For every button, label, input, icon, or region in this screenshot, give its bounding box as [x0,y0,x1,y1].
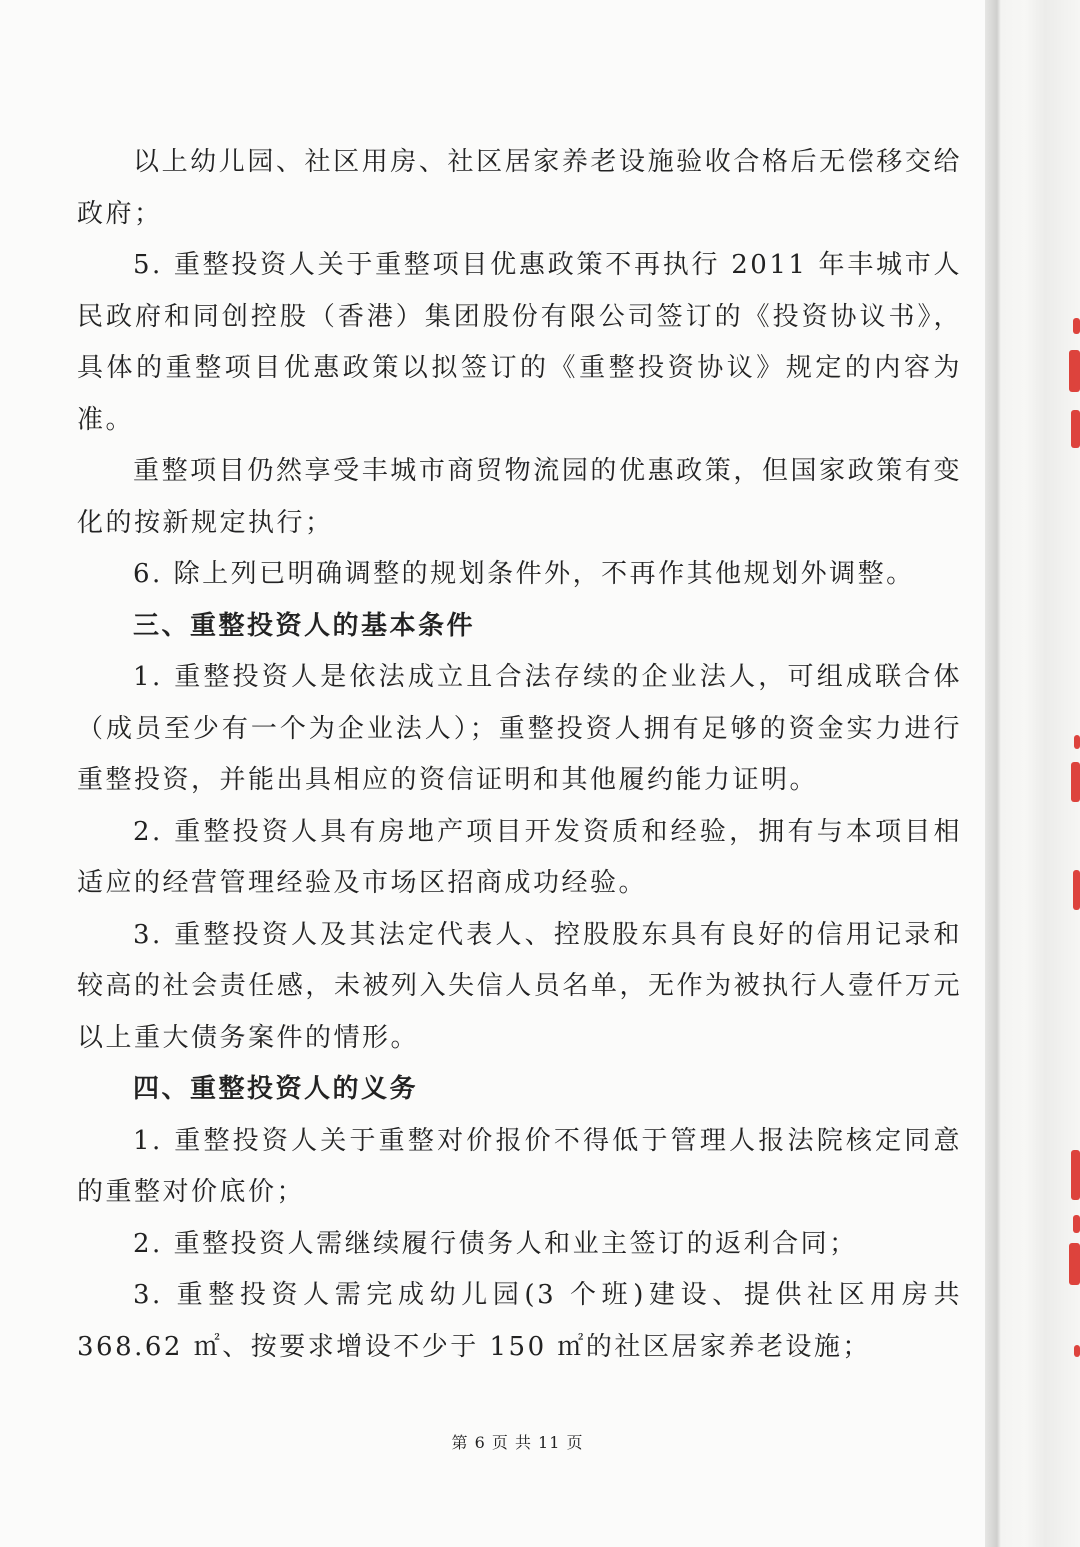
seal-fragment [1073,1215,1080,1233]
seal-fragment [1074,735,1080,749]
paragraph: 2. 重整投资人具有房地产项目开发资质和经验，拥有与本项目相适应的经营管理经验及市场区招商成功经验。 [77,816,962,898]
seal-fragment [1071,1150,1080,1200]
section-heading: 四、重整投资人的义务 [133,1074,419,1104]
seal-fragment [1069,350,1080,392]
paragraph: 3. 重整投资人需完成幼儿园(3 个班)建设、提供社区用房共 368.62 ㎡、按要求增设不少于 150 ㎡的社区居家养老设施； [77,1280,962,1362]
paragraph: 6. 除上列已明确调整的规划条件外，不再作其他规划外调整。 [133,559,915,589]
document-body [77,137,962,1373]
seal-fragment [1069,1243,1080,1285]
seal-fragment [1071,762,1080,802]
paragraph: 重整项目仍然享受丰城市商贸物流园的优惠政策，但国家政策有变化的按新规定执行； [77,456,962,538]
seal-fragment [1073,318,1080,334]
paragraph: 3. 重整投资人及其法定代表人、控股股东具有良好的信用记录和较高的社会责任感，未被列入失信人员名单，无作为被执行人壹仟万元以上重大债务案件的情形。 [77,919,962,1053]
paragraph: 1. 重整投资人是依法成立且合法存续的企业法人，可组成联合体（成员至少有一个为企业法人）；重整投资人拥有足够的资金实力进行重整投资，并能出具相应的资信证明和其他履约能力证明。 [77,662,962,795]
paragraph: 以上幼儿园、社区用房、社区居家养老设施验收合格后无偿移交给政府； [77,147,962,229]
seal-fragment [1074,1345,1080,1357]
seal-fragment [1071,410,1080,448]
page-number-footer: 第 6 页 共 11 页 [451,1433,584,1452]
section-heading: 三、重整投资人的基本条件 [133,610,476,641]
paragraph: 5. 重整投资人关于重整项目优惠政策不再执行 2011 年丰城市人民政府和同创控股（香港）集团股份有限公司签订的《投资协议书》，具体的重整项目优惠政策以拟签订的《重整投资协议》规定的内容为准。 [77,250,962,435]
paragraph: 1. 重整投资人关于重整对价报价不得低于管理人报法院核定同意的重整对价底价； [77,1125,962,1207]
seal-fragment [1073,870,1080,910]
page-stack-edge [985,0,1080,1547]
paragraph: 2. 重整投资人需继续履行债务人和业主签订的返利合同； [133,1228,858,1259]
